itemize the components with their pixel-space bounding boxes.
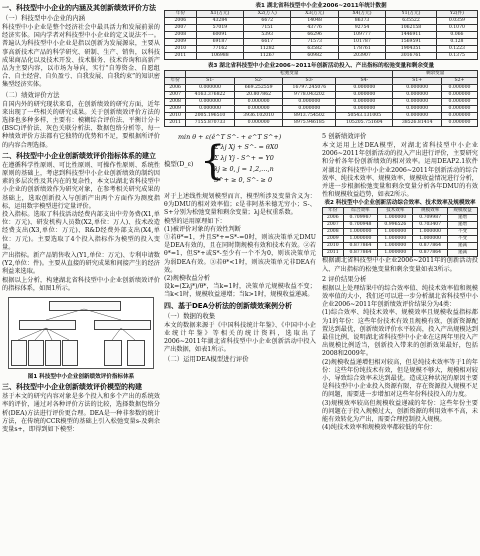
table-2-row — [323, 236, 478, 243]
table-3-row — [165, 92, 478, 99]
table-1-cell: 2007 — [165, 25, 197, 32]
table-1-cell: 11282 — [244, 46, 291, 53]
table-2-header-cell: 规模效率 — [413, 208, 448, 215]
table-1-cell: 6672 — [244, 18, 291, 25]
table-2-header-cell: 综合效率 — [343, 208, 378, 215]
table-2-row — [323, 243, 478, 250]
table-3-caption: 表3 湖北省科技型中小企业2006~2011年创新活动投入、产出指标的松弛变量和剩余变量 — [207, 63, 435, 69]
table-2-cell: 1.000000 — [343, 229, 378, 236]
table-1-cell: 43776 — [291, 25, 338, 32]
table-3-group-surplus: 剩余变量 — [393, 71, 478, 78]
table-1-cell: 5393 — [244, 32, 291, 39]
table-3-header-cell: S4- — [336, 78, 393, 85]
table-3-cell: 2005.196510 — [186, 113, 235, 120]
table-3-cell: 2010 — [165, 113, 186, 120]
subsection-heading-1-2: （二）绩效评价方法 — [2, 90, 60, 99]
table-2-cell: 1.000000 — [378, 229, 413, 236]
table-3-cell: 16797.245076 — [283, 85, 336, 92]
table-2-cell: 0.996526 — [378, 222, 413, 229]
table-1-row — [165, 53, 478, 60]
table-1-row — [165, 18, 478, 25]
table-2-cell: 2010 — [323, 243, 344, 250]
right-column — [322, 131, 478, 432]
formula-label: 模型(D_ε) — [164, 160, 194, 168]
table-3-cell: 20.807862 — [234, 92, 283, 99]
table-1-header-row — [165, 11, 478, 18]
table-1-row — [165, 46, 478, 53]
table-1-cell: 7151 — [244, 25, 291, 32]
table-2-cell: 0.877864 — [413, 250, 448, 257]
paragraph-scale-title: (2)规模收益分析 — [164, 275, 210, 283]
table-1-row — [165, 25, 478, 32]
table-1-row — [165, 39, 478, 46]
table-1-cell: 69187 — [196, 39, 243, 46]
table-1-header-cell: X2(万人) — [244, 11, 291, 18]
table-2-cell: 0.709987 — [343, 215, 378, 222]
table-2-cell: 1.000000 — [378, 215, 413, 222]
table-3-cell: 2006 — [165, 85, 186, 92]
table-1-cell: 101787 — [338, 39, 385, 46]
table-1-cell: 2008 — [165, 32, 197, 39]
table-1-cell: 11267 — [244, 53, 291, 60]
table-2-cell: 0.700948 — [343, 222, 378, 229]
table-2-cell: 0.877864 — [343, 250, 378, 257]
table-3-cell: 0.000000 — [441, 106, 477, 113]
table-1-cell: 0.0359 — [436, 18, 477, 25]
table-3-row — [165, 120, 478, 127]
table-2-cell: 1.000000 — [378, 250, 413, 257]
table-1-caption: 表1 湖北省科技型中小企业2006~2011年统计数据 — [255, 3, 387, 9]
table-2-header-cell: 年份 — [323, 208, 344, 215]
table-3-group-row — [165, 71, 478, 78]
paragraph-data-source: 本文的数据来源于《中国科技统计年鉴》、《中国中小企业统计年鉴》等相关的统计资料，选取出了2006~2011年湖北省科技型中小企业创新活动中投入产出数据，如表1所示。 — [164, 321, 316, 354]
paragraph-inputs: 投入指标。选取了科技活动经费内部支出中劳务费(X1,单位：万元)、研发机构人员数(X2,单位：万人)、技术改造经费支出(X3,单位：万元)、R&D经费外部支出(X4,单位：万元)。主要选取了4个投入指标作为模型的投入变量。 — [2, 211, 160, 251]
table-2-cell: 不变 — [448, 236, 478, 243]
table-2-caption: 表2 科技型中小企业创新活动综合效率、技术效率及规模效率 — [324, 200, 476, 207]
table-3-cell: 0.000000 — [393, 113, 442, 120]
diagram-connectors — [9, 298, 155, 368]
table-3-cell: 0.000000 — [186, 85, 235, 92]
table-1-cell: 635522 — [386, 18, 437, 25]
paragraph-result-4: (4)纯技术效率和规模效率都较低的年份： — [322, 424, 436, 432]
table-2-cell: 1.000000 — [413, 229, 448, 236]
table-2-header-cell: 技术效率 — [378, 208, 413, 215]
table-3-cell: 105205.751604 — [336, 120, 393, 127]
table-3-cell: 4163.376822 — [186, 92, 235, 99]
table-1-cell: 178761 — [338, 46, 385, 53]
table-1-cell: 92754 — [338, 25, 385, 32]
table-3-row — [165, 106, 478, 113]
paragraph-scale: 设k=(Σλj*)/θ*，当k=1时，决策单元规模收益不变；当k<1时，规模收益递增；当k>1时，规模收益递减。 — [164, 283, 316, 299]
section-heading-4: 四、基于DEA分析法的创新绩效案例分析 — [164, 301, 293, 310]
table-2-cell: 递增 — [448, 215, 478, 222]
table-3-cell: 0.000000 — [441, 85, 477, 92]
section-heading-3: 三、科技型中小企业创新绩效评价模型的构建 — [2, 383, 142, 392]
formula-constraint-3: λj ≥ 0, j = 1,2,…,n — [214, 165, 274, 173]
table-3-cell: 0.000000 — [441, 113, 477, 120]
table-1-header-cell: Y2(件) — [436, 11, 477, 18]
table-2-cell: 0.703407 — [413, 222, 448, 229]
table-3-header-cell: S3- — [283, 78, 336, 85]
table-1-cell: 0.1223 — [436, 46, 477, 53]
table-1-cell: 1062158 — [386, 25, 437, 32]
table-3-header-cell: S2+ — [441, 78, 477, 85]
table-3-header-row — [165, 78, 478, 85]
table-2-cell: 1.000000 — [413, 236, 448, 243]
table-3-corner-cell — [165, 71, 186, 78]
table-2-row — [323, 250, 478, 257]
table-3-group-slack: 松弛变量 — [186, 71, 393, 78]
table-2-row — [323, 229, 478, 236]
right-area — [164, 2, 478, 486]
table-3-cell: 0.000000 — [441, 120, 477, 127]
table-2-cell: 递增 — [448, 222, 478, 229]
table-3-row — [165, 113, 478, 120]
table-3-cell: 0.000000 — [234, 99, 283, 106]
table-1-cell: 60091 — [196, 32, 243, 39]
table-3-cell: 0.000000 — [441, 99, 477, 106]
section-heading-1: 一、科技型中小企业的内涵及其创新绩效评价方法 — [2, 4, 156, 12]
paragraph-effectiveness-title: (1)被评价对象的有效性判断 — [164, 225, 241, 233]
table-3-cell: 0.000000 — [441, 92, 477, 99]
table-2-cell: 递减 — [448, 243, 478, 250]
table-2-row — [323, 215, 478, 222]
table-3-cell: 8975.946185 — [283, 120, 336, 127]
table-3-cell: 0.000000 — [336, 99, 393, 106]
table-1-cell: 6617 — [244, 39, 291, 46]
table-3-cell: 50543.131005 — [336, 113, 393, 120]
table-1-cell: 1446911 — [386, 32, 437, 39]
table-3-cell: 669.252559 — [234, 85, 283, 92]
table-2-cell: 2011 — [323, 250, 344, 257]
table-1 — [164, 10, 478, 60]
paragraph-methods: 自国内外的研究现状来看，在创新绩效的研究方面，近年来出现了一些相关的研究成果。关于创新绩效评价方法的选择也多种多样，主要有：模糊综合评价法、平衡计分卡(BSC)评价法、灰色关联分析法、数据包络分析等，每一种绩效评价方法都有它独特的优势和不足，要根据所评价的内容合理选择。 — [2, 100, 160, 149]
table-3-header-cell: S2- — [234, 78, 283, 85]
formula-constraint-1: Σ λj Xj + S^- = θX0 — [214, 143, 279, 151]
table-1-cell: 66296 — [291, 32, 338, 39]
paragraph-principles: 在遵循科学性原则、可比性原则、可操作性原则、系统性原则的基础上，考虑到科技型中小企业创新绩效的制约因素的多层次性及其内在的复杂性，本文以湖北省科技型中小企业的创新绩效作为研究对象，在参考相关研究成果的基础上，选取创新投入与创新产出两个方面作为测度指标，运用数字模型进行定量评价。 — [2, 161, 160, 210]
table-3-cell: 9778.043202 — [283, 92, 336, 99]
table-3-cell: 7155.870733 — [186, 120, 235, 127]
paragraph-effectiveness: ①若θ*=1，并且S*+=S*-=0时，则该决策单元DMU是DEA有效的，且在同时期规模有效和技术有效。②若θ*=1，但S*+或S*-至少有一个不为0，则该决策单元为弱DEA有效。③若θ*<1时，则该决策单元非DEA有效。 — [164, 234, 316, 274]
table-3-row — [165, 85, 478, 92]
table-1-cell: 109777 — [338, 32, 385, 39]
paragraph-results-intro: 根据以上处理结果中的综合效率值、纯技术效率值和规模效率值的大小，我们还可以进一步分析湖北省科技型中小企业2006~2011年创新绩效评价结果分为4类： — [322, 284, 478, 309]
table-1-cell: 0.128 — [436, 39, 477, 46]
table-2-header-cell: 规模收益 — [448, 208, 478, 215]
paragraph-result-2: (2)规模收益递增但相对较高，但是纯技术效率等于1的年份：这些年份纯技术有效，但是规模不够大，规模相对较小，导致综合效率未达到最优。造成这种状况的原因主要是科技型中小企业投入资源有限，存在资源投入规模不足的问题，需要进一步增加对这些年份科技投入的力度。 — [322, 358, 478, 399]
table-2-cell: 0.709987 — [413, 215, 448, 222]
table-3-cell: 2009 — [165, 106, 186, 113]
paragraph-model-vars: 对于上述线性规划模型而言，模型所涉及变量含义为：θ为DMU的相对效率值；ε是非阿基米德无穷小；S-、S+分别为松弛变量和剩余变量；λj是权重系数。 — [164, 193, 316, 217]
table-3-row — [165, 99, 478, 106]
table-1-cell: 0.1070 — [436, 25, 477, 32]
left-column — [2, 2, 160, 434]
table-3-cell: 0.000000 — [393, 85, 442, 92]
table-3-cell: 3936.102010 — [234, 113, 283, 120]
table-3-cell: 0.000000 — [283, 106, 336, 113]
paragraph-result-3: (3)规模效率较高但规模收益递减的年份：这些年份主要的问题在于投入规模过大，创新资源的利用效率不高，未能有效转化为产出，需要合理控制投入规模。 — [322, 399, 478, 424]
table-2 — [322, 207, 478, 257]
table-3 — [164, 70, 478, 127]
table-3-cell: 0.000000 — [186, 99, 235, 106]
table-3-header-cell: 年份 — [165, 78, 186, 85]
table-2-cell: 0.877864 — [413, 243, 448, 250]
table-3-cell: 0.000000 — [336, 85, 393, 92]
table-1-cell: 71573 — [291, 39, 338, 46]
subsection-heading-results: 2 评价结果分析 — [322, 274, 367, 283]
paragraph-result-1: (1)综合效率、纯技术效率、规模效率且规模收益指标都为1的年份：这些年份技术有效且规模有效，创新资源配置达到最优，创新绩效评价水平较高，投入产出规模达到最佳比例，说明湖北省科技型中小企业在这两年里投入产出规模比例适当，创新投入带来的创新效果最好，包括2008和2009年。 — [322, 309, 478, 358]
table-1-header-cell: 年份 — [165, 11, 197, 18]
table-1-header-cell: Y1(万元) — [386, 11, 437, 18]
paragraph-principle: 模型的运用原理如下： — [164, 217, 226, 225]
table-3-header-cell: S1+ — [393, 78, 442, 85]
table-2-cell: 1.000000 — [378, 243, 413, 250]
table-1-header-cell: X3(万元) — [291, 11, 338, 18]
table-2-cell: 递减 — [448, 250, 478, 257]
table-3-cell: 2011 — [165, 120, 186, 127]
table-3-cell: 0.000000 — [393, 106, 442, 113]
table-3-cell: 38526.81414 — [393, 120, 442, 127]
table-1-cell: 86373 — [338, 18, 385, 25]
paragraph-outputs: 产出指标。新产品销售收入(Y1,单位：万元)、专利申请数(Y2,单位：件)。主要从直接的研究成果和间接产生的经济利益来选取。 — [2, 252, 160, 276]
table-1-cell: 3016761 — [386, 53, 437, 60]
table-1-cell: 0.066 — [436, 32, 477, 39]
table-3-header-cell: S1- — [186, 78, 235, 85]
table-1-cell: 0.1375 — [436, 53, 477, 60]
table-3-cell: 8913.754502 — [283, 113, 336, 120]
formula-constraint-2: Σ λj Yj - S^+ = Y0 — [214, 154, 274, 162]
table-2-header-row — [323, 208, 478, 215]
figure-1-caption: 图1 科技型中小企业创新绩效评价指标体系 — [27, 374, 135, 381]
dea-model-formula — [164, 133, 316, 191]
table-1-header-cell: X1(万元) — [196, 11, 243, 18]
formula-constraint-4: S^+ ≥ 0, S^- ≥ 0 — [214, 176, 273, 184]
paragraph-model-intro: 基于本文的研究内容对象是多个投入和多个产出的系统效率的评价，通过对各种评价方法的比较，选择数据包络分析(DEA)方法进行评价更合理。DEA是一种非参数的统计方法，在传统的CCR模型的基础上引入松弛变量s-及剩余变量s+，即得到如下模型： — [2, 393, 160, 433]
table-3-cell: 2008 — [165, 99, 186, 106]
table-1-cell: 1569591 — [386, 39, 437, 46]
paragraph-eval: 本文运用上述DEA模型，对湖北省科技型中小企业2006~2011年创新活动的投入产出进行评价，主要研究和分析各年份创新绩效的相对效率。运用DEAP2.1软件对湖北省科技型中小企业2006~2011年创新活动的综合效率、纯技术效率、规模效率、规模收益情况进行分析，并进一步根据松弛变量和剩余变量分析各年DMU的有效性和规模收益趋势，如表2所示。 — [322, 142, 478, 199]
formula-objective: min θ + ε(ê^T S^- + e^T S^+) — [178, 133, 282, 141]
table-1-cell: 2009 — [165, 39, 197, 46]
table-2-cell: 不变 — [448, 229, 478, 236]
table-1-cell: 60982 — [291, 53, 338, 60]
table-3-cell: 0.000000 — [393, 92, 442, 99]
table-1-header-cell: X4(万元) — [338, 11, 385, 18]
table-2-cell: 2009 — [323, 236, 344, 243]
table-1-cell: 57019 — [196, 25, 243, 32]
table-2-cell: 2007 — [323, 222, 344, 229]
figure-1-diagram — [8, 297, 154, 369]
table-3-cell: 0.000000 — [336, 106, 393, 113]
table-2-cell: 2008 — [323, 229, 344, 236]
table-2-cell: 1.000000 — [343, 236, 378, 243]
subsection-heading-eval: 5 创新绩效评价 — [322, 132, 367, 140]
subsection-heading-4-1: （一）数据的收集 — [164, 311, 216, 320]
table-1-cell: 2006 — [165, 18, 197, 25]
table-1-cell: 203907 — [338, 53, 385, 60]
table-1-cell: 77162 — [196, 46, 243, 53]
table-2-row — [323, 222, 478, 229]
subsection-heading-4-2: （二）运用DEA模型进行评价 — [164, 355, 249, 364]
two-column-body — [164, 131, 478, 486]
table-1-cell: 1904351 — [386, 46, 437, 53]
table-1-cell: 2010 — [165, 46, 197, 53]
table-2-cell: 0.877864 — [343, 243, 378, 250]
table-3-cell: 2007 — [165, 92, 186, 99]
paragraph-definition: 科技型中小企业是整个经济社会中最具活力和发展前景的经济实体。国内学者对科技型中小企业的定义说法不一。普遍认为科技型中小企业是指以创新为发展源泉，主要从事高新技术产品的科学研究、研制、生产、销售，以科技成果商品化以及技术开发、技术服务、技术咨询和高新产品为主要内容，以市场为导向，实行“自筹资金、自愿组合、自主经营、自负盈亏、自我发展、自我约束”的知识密集型经济实体。 — [2, 24, 160, 89]
section-heading-2: 二、科技型中小企业创新绩效评价指标体系的建立 — [2, 151, 156, 160]
paragraph-fig-intro: 根据以上分析，构建湖北省科技型中小企业创新绩效评价的指标体系，如图1所示。 — [2, 276, 160, 292]
table-3-cell: 0.000000 — [234, 106, 283, 113]
table-1-cell: 14048 — [291, 18, 338, 25]
table-3-cell: 0.000000 — [283, 99, 336, 106]
table-1-cell: 2011 — [165, 53, 197, 60]
table-3-cell: 0.000000 — [186, 106, 235, 113]
subsection-heading-1-1: （一）科技型中小企业的内涵 — [2, 14, 86, 22]
table-3-cell: 0.000000 — [234, 120, 283, 127]
table-2-cell: 1.000000 — [378, 236, 413, 243]
formula-brace: { — [200, 138, 226, 184]
table-1-cell: 106988 — [196, 53, 243, 60]
middle-column — [164, 131, 316, 365]
table-3-cell: 0.000000 — [393, 99, 442, 106]
table-1-cell: 63582 — [291, 46, 338, 53]
paragraph-table3-ref: 根据湖北省科技型中小企业2006~2011年的创新活动投入、产出指标的松弛变量和剩余变量如表3所示。 — [322, 257, 478, 273]
table-3-cell: 0.000000 — [336, 92, 393, 99]
table-1-cell: 43284 — [196, 18, 243, 25]
table-1-row — [165, 32, 478, 39]
table-2-cell: 2006 — [323, 215, 344, 222]
